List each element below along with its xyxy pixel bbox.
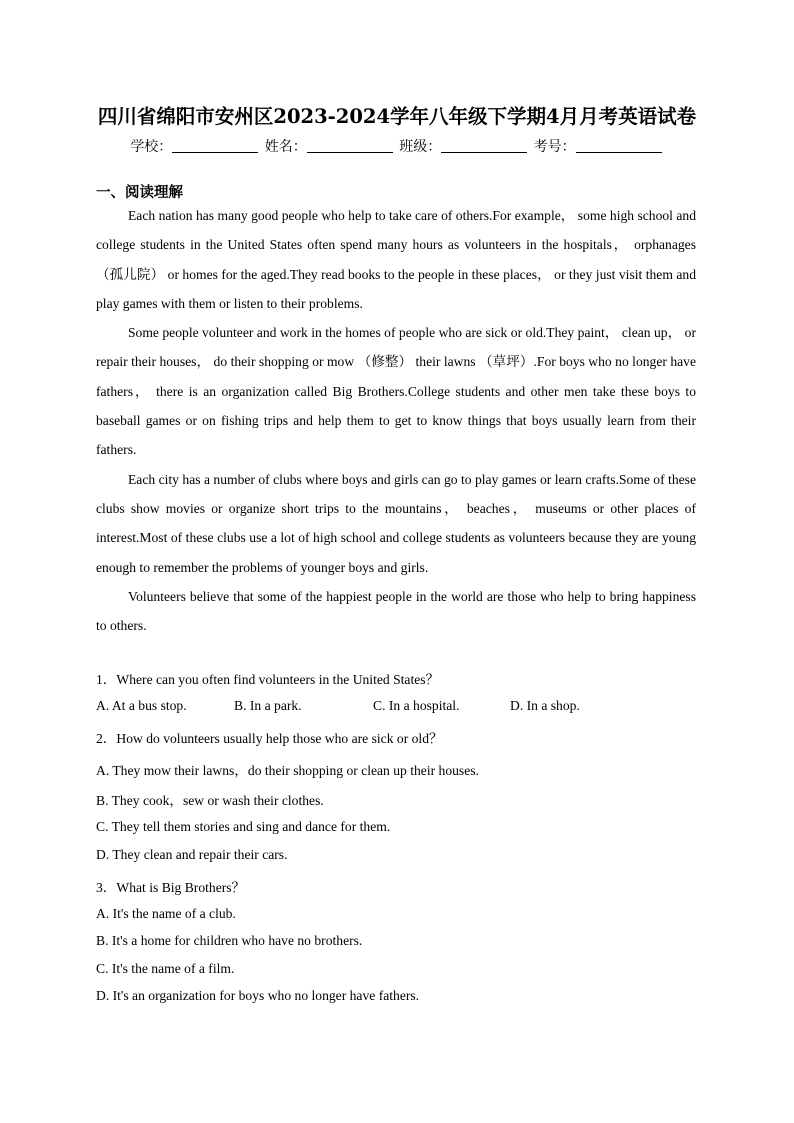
section-heading: 一、阅读理解	[96, 185, 183, 201]
name-label: 姓名：	[264, 139, 307, 155]
q1-option-d[interactable]: D. In a shop.	[510, 698, 580, 713]
exam-title: 四川省绵阳市安州区2023-2024学年八年级下学期4月月考英语试卷	[97, 105, 697, 128]
passage-paragraph-2: Some people volunteer and work in the homes of people who are sick or old.They paint， clean up， or repair their houses， do their shopping or mow （修整） their lawns （草坪）.For boys who no longer have fathers， there is an organization called Big Brothers.College students and other men take these boys to baseball games or on fishing trips and help them to get to know things that boys usually learn from their fathers.	[96, 325, 696, 458]
q3-option-a[interactable]: A. It's the name of a club.	[96, 906, 236, 921]
question-1-stem: 1．Where can you often find volunteers in the United States？	[96, 672, 440, 687]
name-blank[interactable]	[307, 138, 393, 153]
class-blank[interactable]	[441, 138, 527, 153]
q1-option-b[interactable]: B. In a park.	[234, 698, 302, 713]
school-label: 学校：	[130, 139, 173, 155]
passage-paragraph-3: Each city has a number of clubs where boys and girls can go to play games or learn crafts.Some of these clubs show movies or organize short trips to the mountains， beaches， museums or other places of interest.Most of these clubs use a lot of high school and college students as volunteers because they are young enough to remember the problems of younger boys and girls.	[96, 471, 696, 575]
question-2-stem: 2．How do volunteers usually help those who are sick or old？	[96, 731, 443, 746]
passage-paragraph-4: Volunteers believe that some of the happiest people in the world are those who help to bring happiness to others.	[96, 588, 696, 634]
reading-passage	[96, 201, 696, 640]
student-info-line	[0, 136, 794, 156]
q3-option-d[interactable]: D. It's an organization for boys who no longer have fathers.	[96, 988, 420, 1003]
q3-option-c[interactable]: C. It's the name of a film.	[96, 961, 235, 976]
q3-option-b[interactable]: B. It's a home for children who have no brothers.	[96, 933, 363, 948]
school-blank[interactable]	[172, 138, 258, 153]
passage-paragraph-1: Each nation has many good people who help to take care of others.For example， some high school and college students in the United States often spend many hours as volunteers in the hospitals， orphanages （孤儿院） or homes for the aged.They read books to the people in these places， or they just visit them and play games with them or listen to their problems.	[96, 208, 696, 311]
question-3-stem: 3．What is Big Brothers？	[96, 880, 246, 895]
q2-option-b[interactable]: B. They cook，sew or wash their clothes.	[96, 793, 324, 808]
question-1-options	[96, 698, 696, 716]
q1-option-a[interactable]: A. At a bus stop.	[96, 698, 187, 713]
q2-option-c[interactable]: C. They tell them stories and sing and dance for them.	[96, 819, 391, 834]
q2-option-d[interactable]: D. They clean and repair their cars.	[96, 847, 288, 862]
q1-option-c[interactable]: C. In a hospital.	[373, 698, 460, 713]
number-blank[interactable]	[576, 138, 662, 153]
q2-option-a[interactable]: A. They mow their lawns，do their shopping or clean up their houses.	[96, 763, 479, 778]
class-label: 班级：	[399, 139, 442, 155]
number-label: 考号：	[533, 139, 576, 155]
